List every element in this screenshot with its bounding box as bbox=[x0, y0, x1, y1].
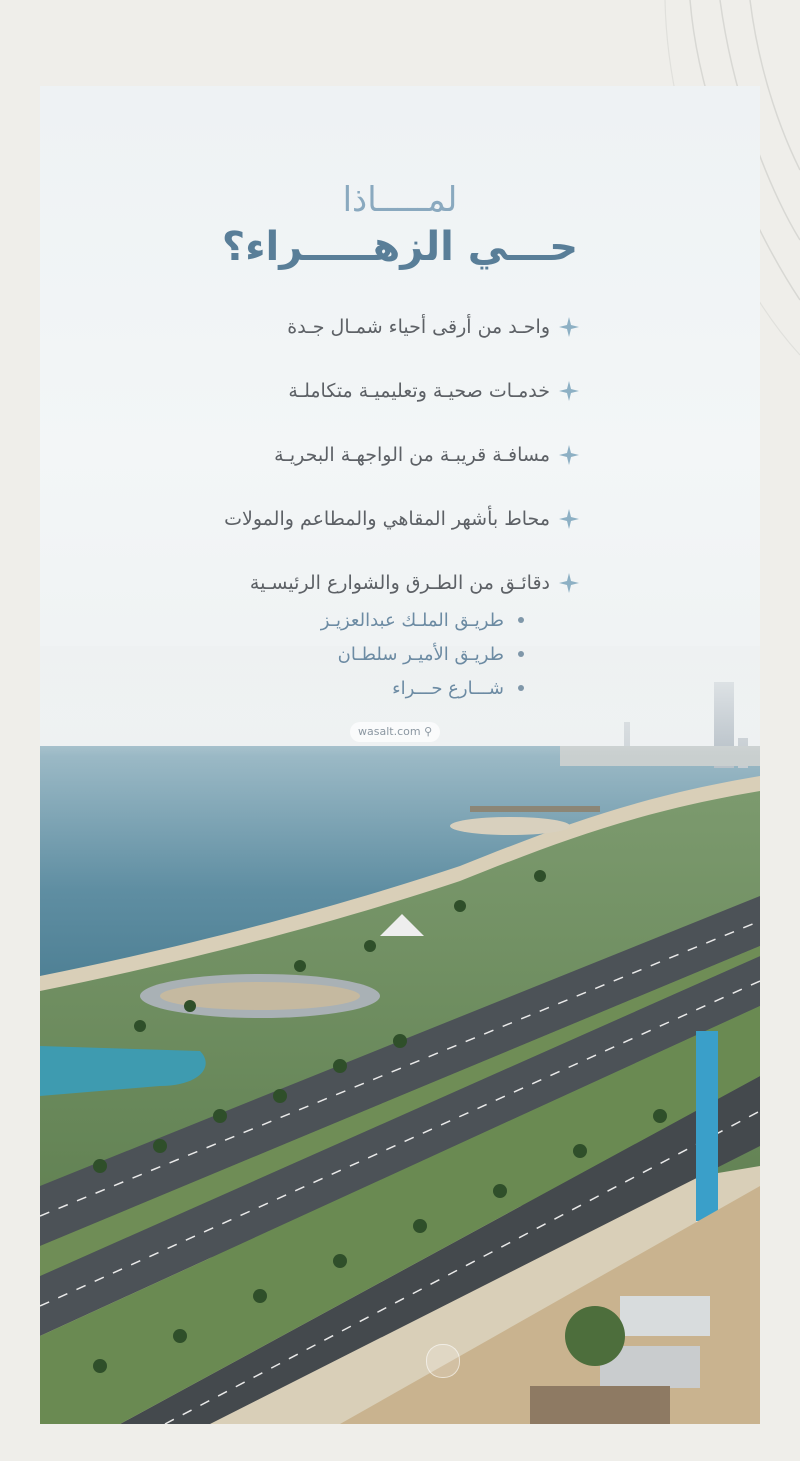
feature-text: دقائـق من الطـرق والشوارع الرئيسـية bbox=[249, 572, 550, 594]
road-item bbox=[321, 676, 524, 700]
watermark bbox=[350, 722, 440, 742]
sparkle-icon bbox=[558, 444, 580, 466]
bullet-dot bbox=[518, 685, 524, 691]
info-card bbox=[40, 86, 760, 1424]
location-pin-icon: ⚲ bbox=[424, 725, 433, 738]
sparkle-icon bbox=[558, 572, 580, 594]
feature-text: محاط بأشهر المقاهي والمطاعم والمولات bbox=[224, 508, 550, 530]
bullet-dot bbox=[518, 651, 524, 657]
feature-item bbox=[224, 504, 580, 534]
road-text: طريـق الملـك عبدالعزيـز bbox=[320, 609, 504, 631]
feature-item bbox=[224, 568, 580, 598]
bullet-dot bbox=[518, 617, 524, 623]
feature-item bbox=[224, 312, 580, 342]
sparkle-icon bbox=[558, 316, 580, 338]
roads-list bbox=[321, 608, 524, 710]
road-text: طريـق الأميـر سلطـان bbox=[337, 643, 504, 665]
features-list bbox=[224, 312, 580, 632]
feature-text: مسافـة قريبـة من الواجهـة البحريـة bbox=[274, 444, 550, 466]
road-text: شـــارع حـــراء bbox=[392, 677, 504, 699]
title-line-1: لمـــــاذا bbox=[342, 180, 458, 220]
road-item bbox=[321, 642, 524, 666]
aerial-coastline-photo bbox=[40, 643, 760, 1424]
sparkle-icon bbox=[558, 508, 580, 530]
logo-stamp bbox=[426, 1344, 460, 1378]
title-block bbox=[40, 178, 760, 272]
sparkle-icon bbox=[558, 380, 580, 402]
road-item bbox=[321, 608, 524, 632]
feature-text: واحـد من أرقى أحياء شمـال جـدة bbox=[287, 316, 550, 338]
feature-item bbox=[224, 440, 580, 470]
title-line-2: حـــي الزهـــــراء؟ bbox=[221, 224, 579, 270]
feature-text: خدمـات صحيـة وتعليميـة متكاملـة bbox=[288, 380, 550, 402]
watermark-text: wasalt.com bbox=[358, 725, 421, 738]
feature-item bbox=[224, 376, 580, 406]
